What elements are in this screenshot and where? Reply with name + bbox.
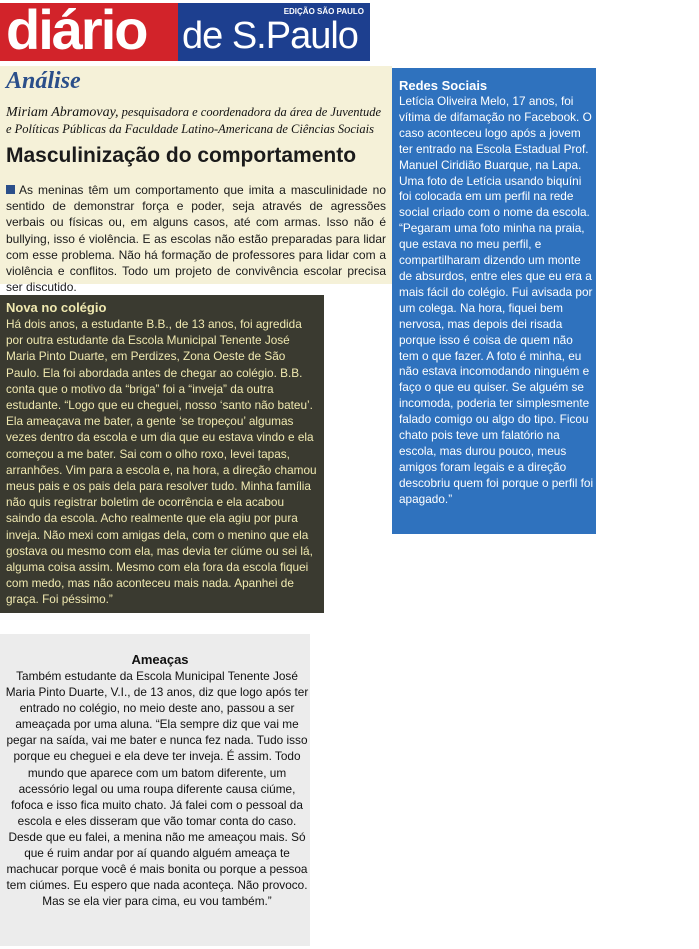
redes-body: Letícia Oliveira Melo, 17 anos, foi vítima de difamação no Facebook. O caso aconteceu logo após a jovem ter entrado na Escola Estadual Prof. Manuel Ciridião Buarque, na Lapa. Uma foto de Letícia usando biquíni foi colocada em um perfil na rede social criado com o nome da escola. “Pegaram uma foto minha na praia, que estava no meu perfil, e compartilharam dizendo um monte de absurdos, entre eles que eu era a mais fácil do colégio. Fui avisada por um colega. Na hora, fiquei bem nervosa, mas depois dei risada porque isso é coisa de quem não tem o que fazer. A foto é minha, eu não estava incomodando ninguém e faço o que eu quiser. Se alguém se incomoda, poderia ter simplesmente falado comigo ou algo do tipo. Ficou chato pois teve um falatório na escola, mas durou pouco, meus amigos foram legais e a direção descobriu quem foi porque o perfil foi apagado.” <box>399 94 594 506</box>
analysis-section <box>0 66 392 295</box>
edition-label: EDIÇÃO SÃO PAULO <box>283 7 364 16</box>
logo-diario: diário <box>6 0 147 61</box>
analysis-byline <box>6 104 386 137</box>
analysis-body-wrap <box>6 182 386 295</box>
bullet-square-icon <box>6 185 15 194</box>
analysis-headline: Masculinização do comportamento <box>6 144 357 167</box>
analysis-body: As meninas têm um comportamento que imita a masculinidade no sentido de demonstrar força e poder, seja através de agressões verbais ou físicas ou, em alguns casos, até com armas. Isso não é bullying, isso é violência. E as escolas não estão preparadas para lidar com esse problema. Não há formação de professores para lidar com a violência e conflitos. Todo um projeto de convivência escolar precisa ser discutido. <box>6 183 386 295</box>
redes-sociais-box <box>392 68 596 534</box>
nova-body: Há dois anos, a estudante B.B., de 13 anos, foi agredida por outra estudante da Escola Municipal Tenente José Maria Pinto Duarte, em Perdizes, Zona Oeste de São Paulo. Ela foi abordada antes de chegar ao colégio. B.B. conta que o motivo da “briga” foi a “inveja” da outra estudante. “Logo que eu cheguei, nosso ‘santo não bateu’. Ela ameaçava me bater, a gente ‘se tropeçou’ algumas vezes dentro da escola e um dia que eu estava vindo e ela começou a me bater. Sai com o olho roxo, levei tapas, arranhões. Vim para a escola e, na hora, a direção chamou meus pais e os pais dela para resolver tudo. Minha família não quis registrar boletim de ocorrência e ela acabou saindo da escola. Acho realmente que ela agiu por pura inveja. Não mexi com amigas dela, com o menino que ela gostava ou mesmo com ela, mas devia ter ciúme ou sei lá, alguma coisa assim. Mesmo com ela fora da escola fiquei com medo, mas não aconteceu mais nada. Apanhei de graça. Foi péssimo.” <box>6 317 317 607</box>
masthead-logo-red <box>0 0 178 61</box>
logo-de-sao-paulo: de S.Paulo <box>182 15 358 57</box>
author-role: pesquisadora e coordenadora da área de Juventude e Políticas Públicas da Faculdade Latino-Americana de Ciências Sociais <box>6 105 382 136</box>
redes-title: Redes Sociais <box>399 78 488 93</box>
nova-title: Nova no colégio <box>6 300 107 315</box>
analysis-kicker: Análise <box>6 68 81 94</box>
nova-no-colegio-box <box>0 295 324 613</box>
author-name: Miriam Abramovay, <box>6 105 119 120</box>
masthead-logo-blue <box>178 3 370 61</box>
ameacas-title: Ameaças <box>131 652 189 667</box>
ameacas-body: Também estudante da Escola Municipal Tenente José Maria Pinto Duarte, V.I., de 13 anos, diz que logo após ter entrado no colégio, no meio deste ano, passou a ser ameaçada por uma aluna. “Ela sempre diz que vai me pegar na saída, vai me bater e nunca fez nada. Tudo isso porque eu cheguei e ela deve ter inveja. É assim. Todo mundo que aparece com um batom diferente, um acessório legal ou uma roupa diferente causa ciúme, fofoca e isso fica muito chato. Já falei com o pessoal da escola e eles disseram que vão tomar conta do caso. Desde que eu falei, a menina não me ameaçou mais. Só que é ruim andar por aí quando alguém ameaça te machucar porque você é mais bonita ou porque a pessoa tem ciúmes. Eu espero que nada aconteça. Não provoco. Mas se ela vier para cima, eu vou também.” <box>5 669 309 909</box>
ameacas-box <box>0 634 310 946</box>
